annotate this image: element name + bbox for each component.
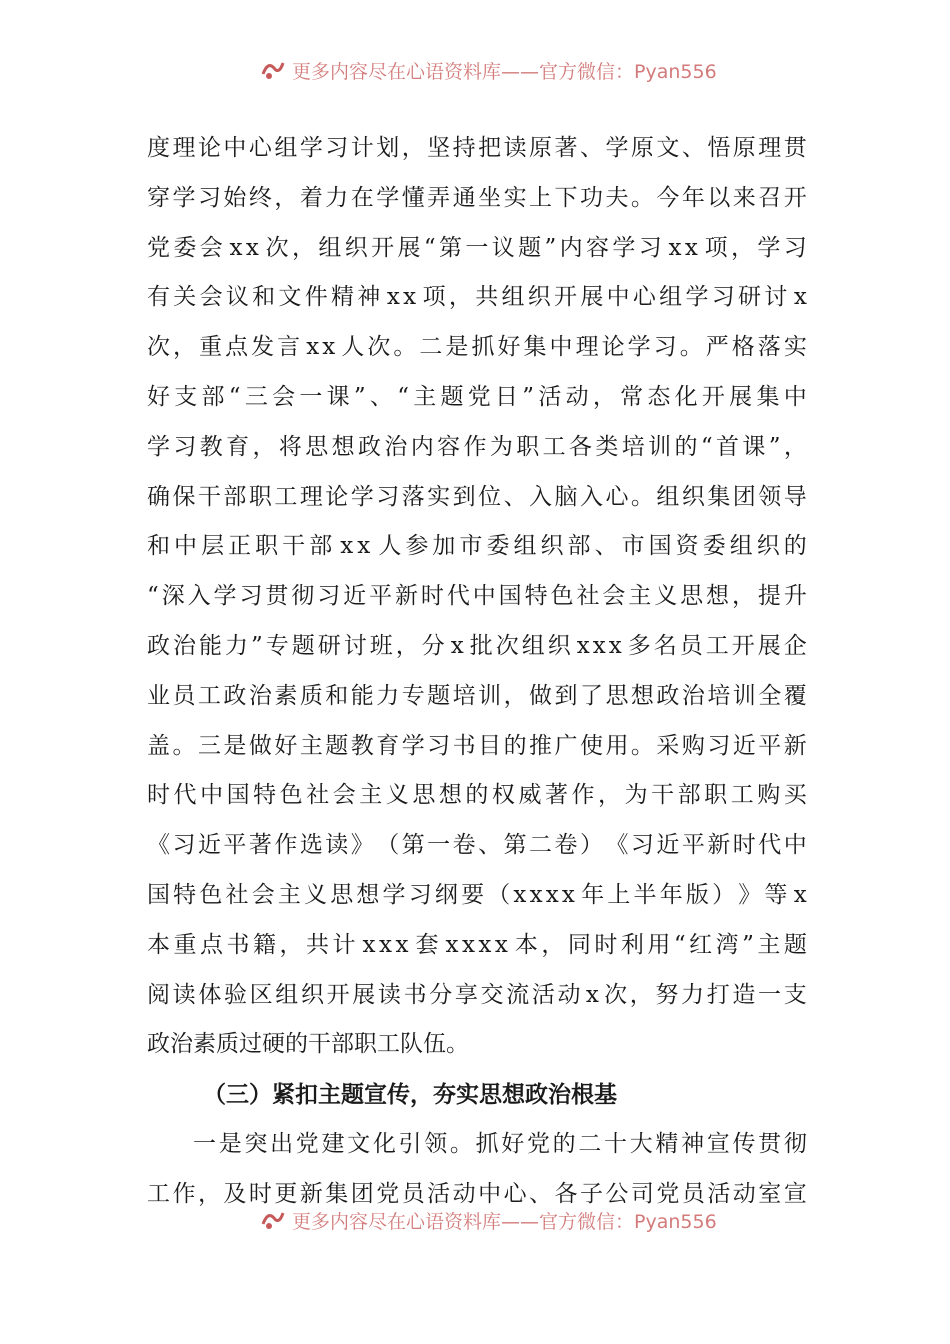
- text-line: 度 理 论 中 心 组 学 习 计 划 ， 坚 持 把 读 原 著 、 学 原 文 、 悟 原 理 贯: [147, 135, 807, 161]
- text-line: 有 关 会 议 和 文 件 精 神 x x 项 ， 共 组 织 开 展 中 心 组 学 习 研 讨 x: [147, 284, 807, 311]
- text-line: 时 代 中 国 特 色 社 会 主 义 思 想 的 权 威 著 作 ， 为 干 部 职 工 购 买: [147, 782, 807, 809]
- header-watermark: [260, 57, 717, 83]
- text-line: 和 中 层 正 职 干 部 x x 人 参 加 市 委 组 织 部 、 市 国 资 委 组 织 的: [147, 533, 807, 560]
- watermark-text: 更多内容尽在心语资料库——官方微信：Pyan556: [292, 1210, 717, 1233]
- text-line: 盖 。 三 是 做 好 主 题 教 育 学 习 书 目 的 推 广 使 用 。 采 购 习 近 平 新: [147, 732, 807, 759]
- section-heading: （三）紧扣主题宣传，夯实思想政治根基: [203, 1081, 617, 1109]
- text-line: 次 ， 重 点 发 言 x x 人 次 。 二 是 抓 好 集 中 理 论 学 习 。 严 格 落 实: [147, 334, 807, 361]
- text-line: 本 重 点 书 籍 ， 共 计 x x x 套 x x x x 本 ， 同 时 利 用 “ 红 湾 ” 主 题: [147, 931, 807, 958]
- text-line: “ 深 入 学 习 贯 彻 习 近 平 新 时 代 中 国 特 色 社 会 主 义 思 想 ， 提 升: [147, 583, 807, 610]
- text-line: 《 习 近 平 著 作 选 读 》 （ 第 一 卷 、 第 二 卷 ） 《 习 近 平 新 时 代 中: [147, 832, 807, 859]
- watermark-text: 更多内容尽在心语资料库——官方微信：Pyan556: [292, 60, 717, 83]
- text-line: 学 习 教 育 ， 将 思 想 政 治 内 容 作 为 职 工 各 类 培 训 的 “ 首 课 ” ，: [147, 433, 807, 460]
- footer-watermark: [260, 1207, 717, 1233]
- text-line: 阅 读 体 验 区 组 织 开 展 读 书 分 享 交 流 活 动 x 次 ， 努 力 打 造 一 支: [147, 981, 807, 1008]
- text-line: 国 特 色 社 会 主 义 思 想 学 习 纲 要 （ x x x x 年 上 半 年 版 ） 》 等 x: [147, 881, 807, 908]
- text-line: 确 保 干 部 职 工 理 论 学 习 落 实 到 位 、 入 脑 入 心 。 组 织 集 团 领 导: [147, 483, 807, 510]
- text-line: 工 作 ， 及 时 更 新 集 团 党 员 活 动 中 心 、 各 子 公 司 党 员 活 动 室 宣: [147, 1180, 807, 1207]
- text-line: 党 委 会 x x 次 ， 组 织 开 展 “ 第 一 议 题 ” 内 容 学 习 x x 项 ， 学 习: [147, 234, 807, 261]
- text-line: 政治素质过硬的干部职工队伍。: [147, 1031, 469, 1058]
- text-line: 穿 学 习 始 终 ， 着 力 在 学 懂 弄 通 坐 实 上 下 功 夫 。 今 年 以 来 召 开: [147, 184, 807, 211]
- document-body: [147, 124, 807, 1220]
- text-line: 好 支 部 “ 三 会 一 课 ” 、 “ 主 题 党 日 ” 活 动 ， 常 态 化 开 展 集 中: [147, 383, 807, 410]
- brand-logo-icon: [260, 58, 286, 82]
- brand-logo-icon: [260, 1208, 286, 1232]
- text-line: 一 是 突 出 党 建 文 化 引 领 。 抓 好 党 的 二 十 大 精 神 宣 传 贯 彻: [193, 1130, 807, 1157]
- text-line: 业 员 工 政 治 素 质 和 能 力 专 题 培 训 ， 做 到 了 思 想 政 治 培 训 全 覆: [147, 682, 807, 709]
- text-line: 政 治 能 力 ” 专 题 研 讨 班 ， 分 x 批 次 组 织 x x x 多 名 员 工 开 展 企: [147, 632, 807, 659]
